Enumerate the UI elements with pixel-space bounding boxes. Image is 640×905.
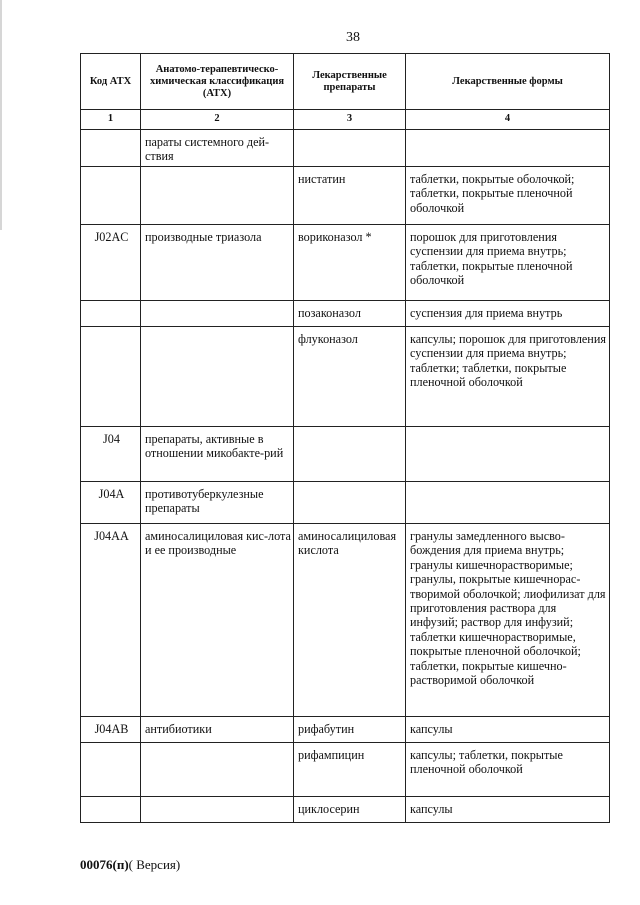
atx-code-cell: J04AB <box>81 717 141 743</box>
table-row <box>81 301 610 327</box>
table-row <box>81 130 610 167</box>
header-classification: Анатомо-терапевтическо-химическая классификация (АТХ) <box>141 54 294 110</box>
forms-cell: капсулы <box>406 717 610 743</box>
atx-code-cell <box>81 797 141 823</box>
column-number-row <box>81 110 610 130</box>
header-forms: Лекарственные формы <box>406 54 610 110</box>
classification-cell <box>141 743 294 797</box>
atx-code-cell: J04AA <box>81 524 141 717</box>
atx-code-cell <box>81 743 141 797</box>
footer-suffix: ( Версия) <box>128 857 181 872</box>
header-code: Код ATX <box>81 54 141 110</box>
table-row <box>81 743 610 797</box>
drug-cell <box>294 482 406 524</box>
atx-code-cell: J02AC <box>81 225 141 301</box>
classification-cell: параты системного дей-ствия <box>141 130 294 167</box>
forms-cell: гранулы замедленного высво-бождения для приема внутрь; гранулы кишечнорастворимые; гранулы, покрытые кишечнорас-творимой оболочкой; лиофилизат для приготовления раствора для инфузий; раствор для инфузий; таблетки кишечнорастворимые, покрытые пленочной оболочкой; таблетки, покрытые кишечно-растворимой оболочкой <box>406 524 610 717</box>
drug-cell: аминосалициловая кислота <box>294 524 406 717</box>
forms-cell: суспензия для приема внутрь <box>406 301 610 327</box>
atx-code-cell <box>81 301 141 327</box>
forms-cell <box>406 427 610 482</box>
drug-cell: флуконазол <box>294 327 406 427</box>
atx-code-cell <box>81 327 141 427</box>
classification-cell <box>141 797 294 823</box>
drug-cell: рифампицин <box>294 743 406 797</box>
table-row <box>81 327 610 427</box>
column-number: 2 <box>141 110 294 130</box>
classification-cell: антибиотики <box>141 717 294 743</box>
page-number: 38 <box>346 30 360 45</box>
atx-code-cell: J04 <box>81 427 141 482</box>
classification-cell <box>141 301 294 327</box>
forms-cell: капсулы; порошок для приготовления суспензии для приема внутрь; таблетки; таблетки, покрытые пленочной оболочкой <box>406 327 610 427</box>
atx-code-cell <box>81 167 141 225</box>
header-drugs: Лекарственные препараты <box>294 54 406 110</box>
drug-cell: циклосерин <box>294 797 406 823</box>
atx-table <box>80 53 610 823</box>
table-row <box>81 482 610 524</box>
table-row <box>81 524 610 717</box>
footer-code: 00076(п) <box>80 857 129 872</box>
forms-cell <box>406 130 610 167</box>
forms-cell: капсулы <box>406 797 610 823</box>
classification-cell: препараты, активные в отношении микобакте-рий <box>141 427 294 482</box>
column-number: 4 <box>406 110 610 130</box>
classification-cell <box>141 167 294 225</box>
atx-code-cell <box>81 130 141 167</box>
forms-cell: таблетки, покрытые оболочкой; таблетки, покрытые пленочной оболочкой <box>406 167 610 225</box>
drug-cell: нистатин <box>294 167 406 225</box>
atx-code-cell: J04A <box>81 482 141 524</box>
header-row <box>81 54 610 110</box>
classification-cell: производные триазола <box>141 225 294 301</box>
forms-cell <box>406 482 610 524</box>
classification-cell: противотуберкулезные препараты <box>141 482 294 524</box>
column-number: 3 <box>294 110 406 130</box>
forms-cell: капсулы; таблетки, покрытые пленочной оболочкой <box>406 743 610 797</box>
table-row <box>81 167 610 225</box>
table-row <box>81 797 610 823</box>
classification-cell: аминосалициловая кис-лота и ее производные <box>141 524 294 717</box>
drug-cell <box>294 130 406 167</box>
forms-cell: порошок для приготовления суспензии для приема внутрь; таблетки, покрытые пленочной оболочкой <box>406 225 610 301</box>
classification-cell <box>141 327 294 427</box>
table-row <box>81 427 610 482</box>
drug-cell: позаконазол <box>294 301 406 327</box>
column-number: 1 <box>81 110 141 130</box>
drug-cell: вориконазол * <box>294 225 406 301</box>
table-row <box>81 717 610 743</box>
drug-cell <box>294 427 406 482</box>
footer-version <box>80 857 180 873</box>
table-row <box>81 225 610 301</box>
drug-cell: рифабутин <box>294 717 406 743</box>
